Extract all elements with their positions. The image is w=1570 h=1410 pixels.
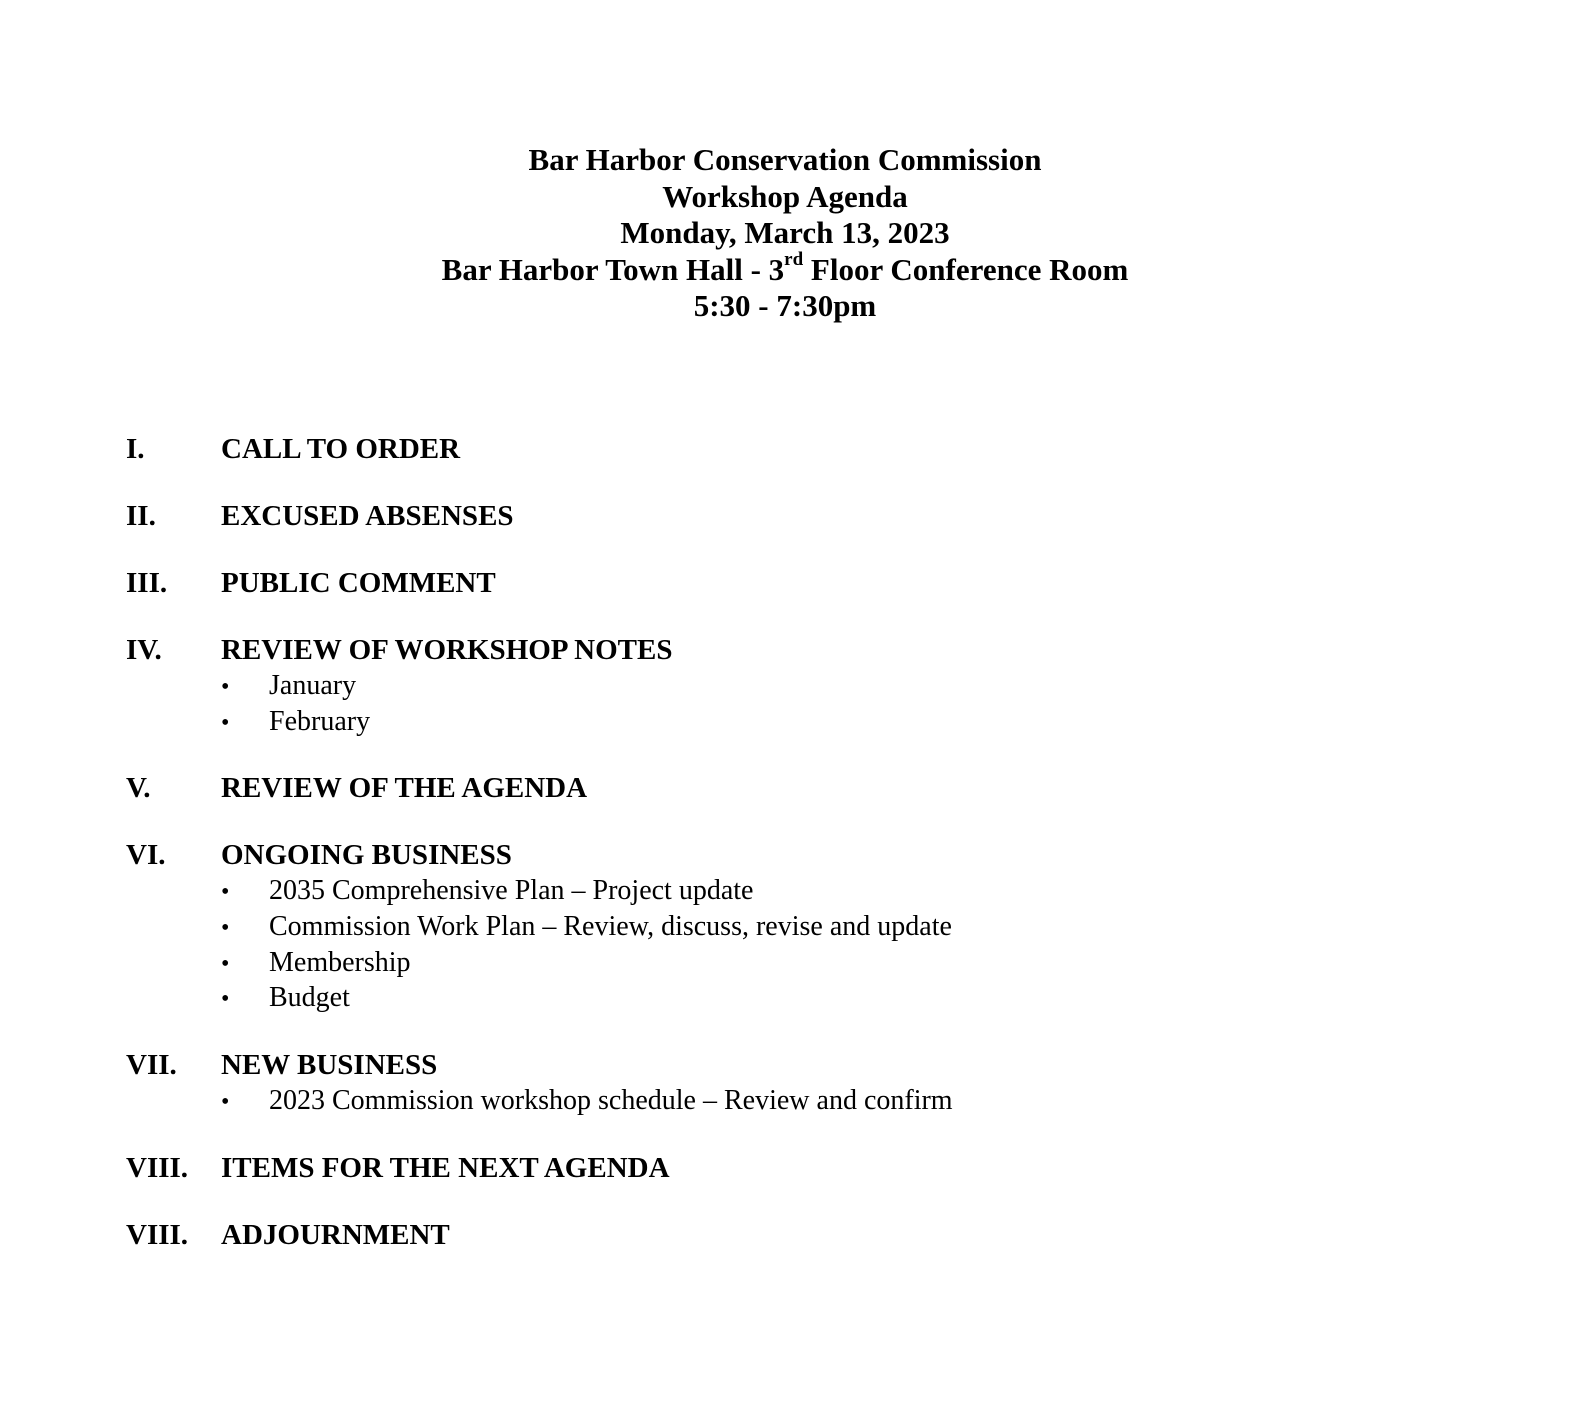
item-title: ONGOING BUSINESS xyxy=(221,839,512,872)
sub-item-text: 2023 Commission workshop schedule – Review and confirm xyxy=(269,1085,953,1117)
sub-item xyxy=(126,873,1426,909)
item-number: III. xyxy=(126,567,168,599)
sub-item xyxy=(126,980,1426,1016)
bullet-icon: • xyxy=(221,674,230,700)
bullet-icon: • xyxy=(221,950,230,977)
sub-item-list xyxy=(126,1083,1426,1119)
item-number: VIII. xyxy=(126,1218,189,1251)
sub-item xyxy=(126,909,1426,945)
sub-item-text: Commission Work Plan – Review, discuss, revise and update xyxy=(269,911,952,943)
item-number: VIII. xyxy=(126,1151,189,1184)
agenda-item xyxy=(126,632,1426,739)
bullet-icon: • xyxy=(221,879,230,906)
sub-item-text: January xyxy=(269,670,357,701)
item-number: IV. xyxy=(126,634,162,666)
bullet-icon: • xyxy=(221,915,230,942)
agenda-item xyxy=(126,431,1426,467)
agenda-item xyxy=(126,1047,1426,1119)
item-number: VII. xyxy=(126,1049,177,1082)
agenda-item xyxy=(126,1150,1426,1186)
agenda-header xyxy=(0,142,1570,325)
sub-item-list xyxy=(126,668,1426,739)
sub-item-list xyxy=(126,873,1426,1016)
item-number: V. xyxy=(126,772,151,805)
ordinal-suffix: rd xyxy=(784,249,804,271)
agenda-item xyxy=(126,498,1426,534)
bullet-icon: • xyxy=(221,1089,230,1116)
item-number: VI. xyxy=(126,839,166,872)
item-title: PUBLIC COMMENT xyxy=(221,567,496,599)
item-title: REVIEW OF THE AGENDA xyxy=(221,772,588,805)
sub-item-text: Budget xyxy=(269,982,350,1014)
sub-item xyxy=(126,1083,1426,1119)
agenda-item xyxy=(126,565,1426,601)
item-title: EXCUSED ABSENSES xyxy=(221,500,514,532)
item-title: ITEMS FOR THE NEXT AGENDA xyxy=(221,1151,670,1184)
item-number: II. xyxy=(126,500,156,532)
commission-name: Bar Harbor Conservation Commission xyxy=(528,142,1042,177)
location-prefix: Bar Harbor Town Hall - 3 xyxy=(441,251,785,287)
item-title: CALL TO ORDER xyxy=(221,433,461,465)
agenda-item xyxy=(126,770,1426,806)
agenda-type: Workshop Agenda xyxy=(662,178,908,214)
sub-item xyxy=(126,704,1426,740)
agenda-item xyxy=(126,1217,1426,1253)
sub-item xyxy=(126,945,1426,981)
sub-item xyxy=(126,668,1426,704)
item-title: REVIEW OF WORKSHOP NOTES xyxy=(221,634,673,666)
meeting-time: 5:30 - 7:30pm xyxy=(693,288,877,324)
bullet-icon: • xyxy=(221,986,230,1013)
bullet-icon: • xyxy=(221,709,230,736)
item-number: I. xyxy=(126,433,145,465)
item-title: ADJOURNMENT xyxy=(221,1218,450,1251)
meeting-date: Monday, March 13, 2023 xyxy=(620,215,950,251)
sub-item-text: Membership xyxy=(269,946,411,978)
location-suffix: Floor Conference Room xyxy=(803,251,1129,287)
meeting-location xyxy=(0,249,1570,289)
sub-item-text: 2035 Comprehensive Plan – Project update xyxy=(269,875,754,907)
sub-item-text: February xyxy=(269,705,371,737)
item-title: NEW BUSINESS xyxy=(221,1049,438,1082)
agenda-item xyxy=(126,837,1426,1016)
agenda-list xyxy=(126,431,1426,1253)
